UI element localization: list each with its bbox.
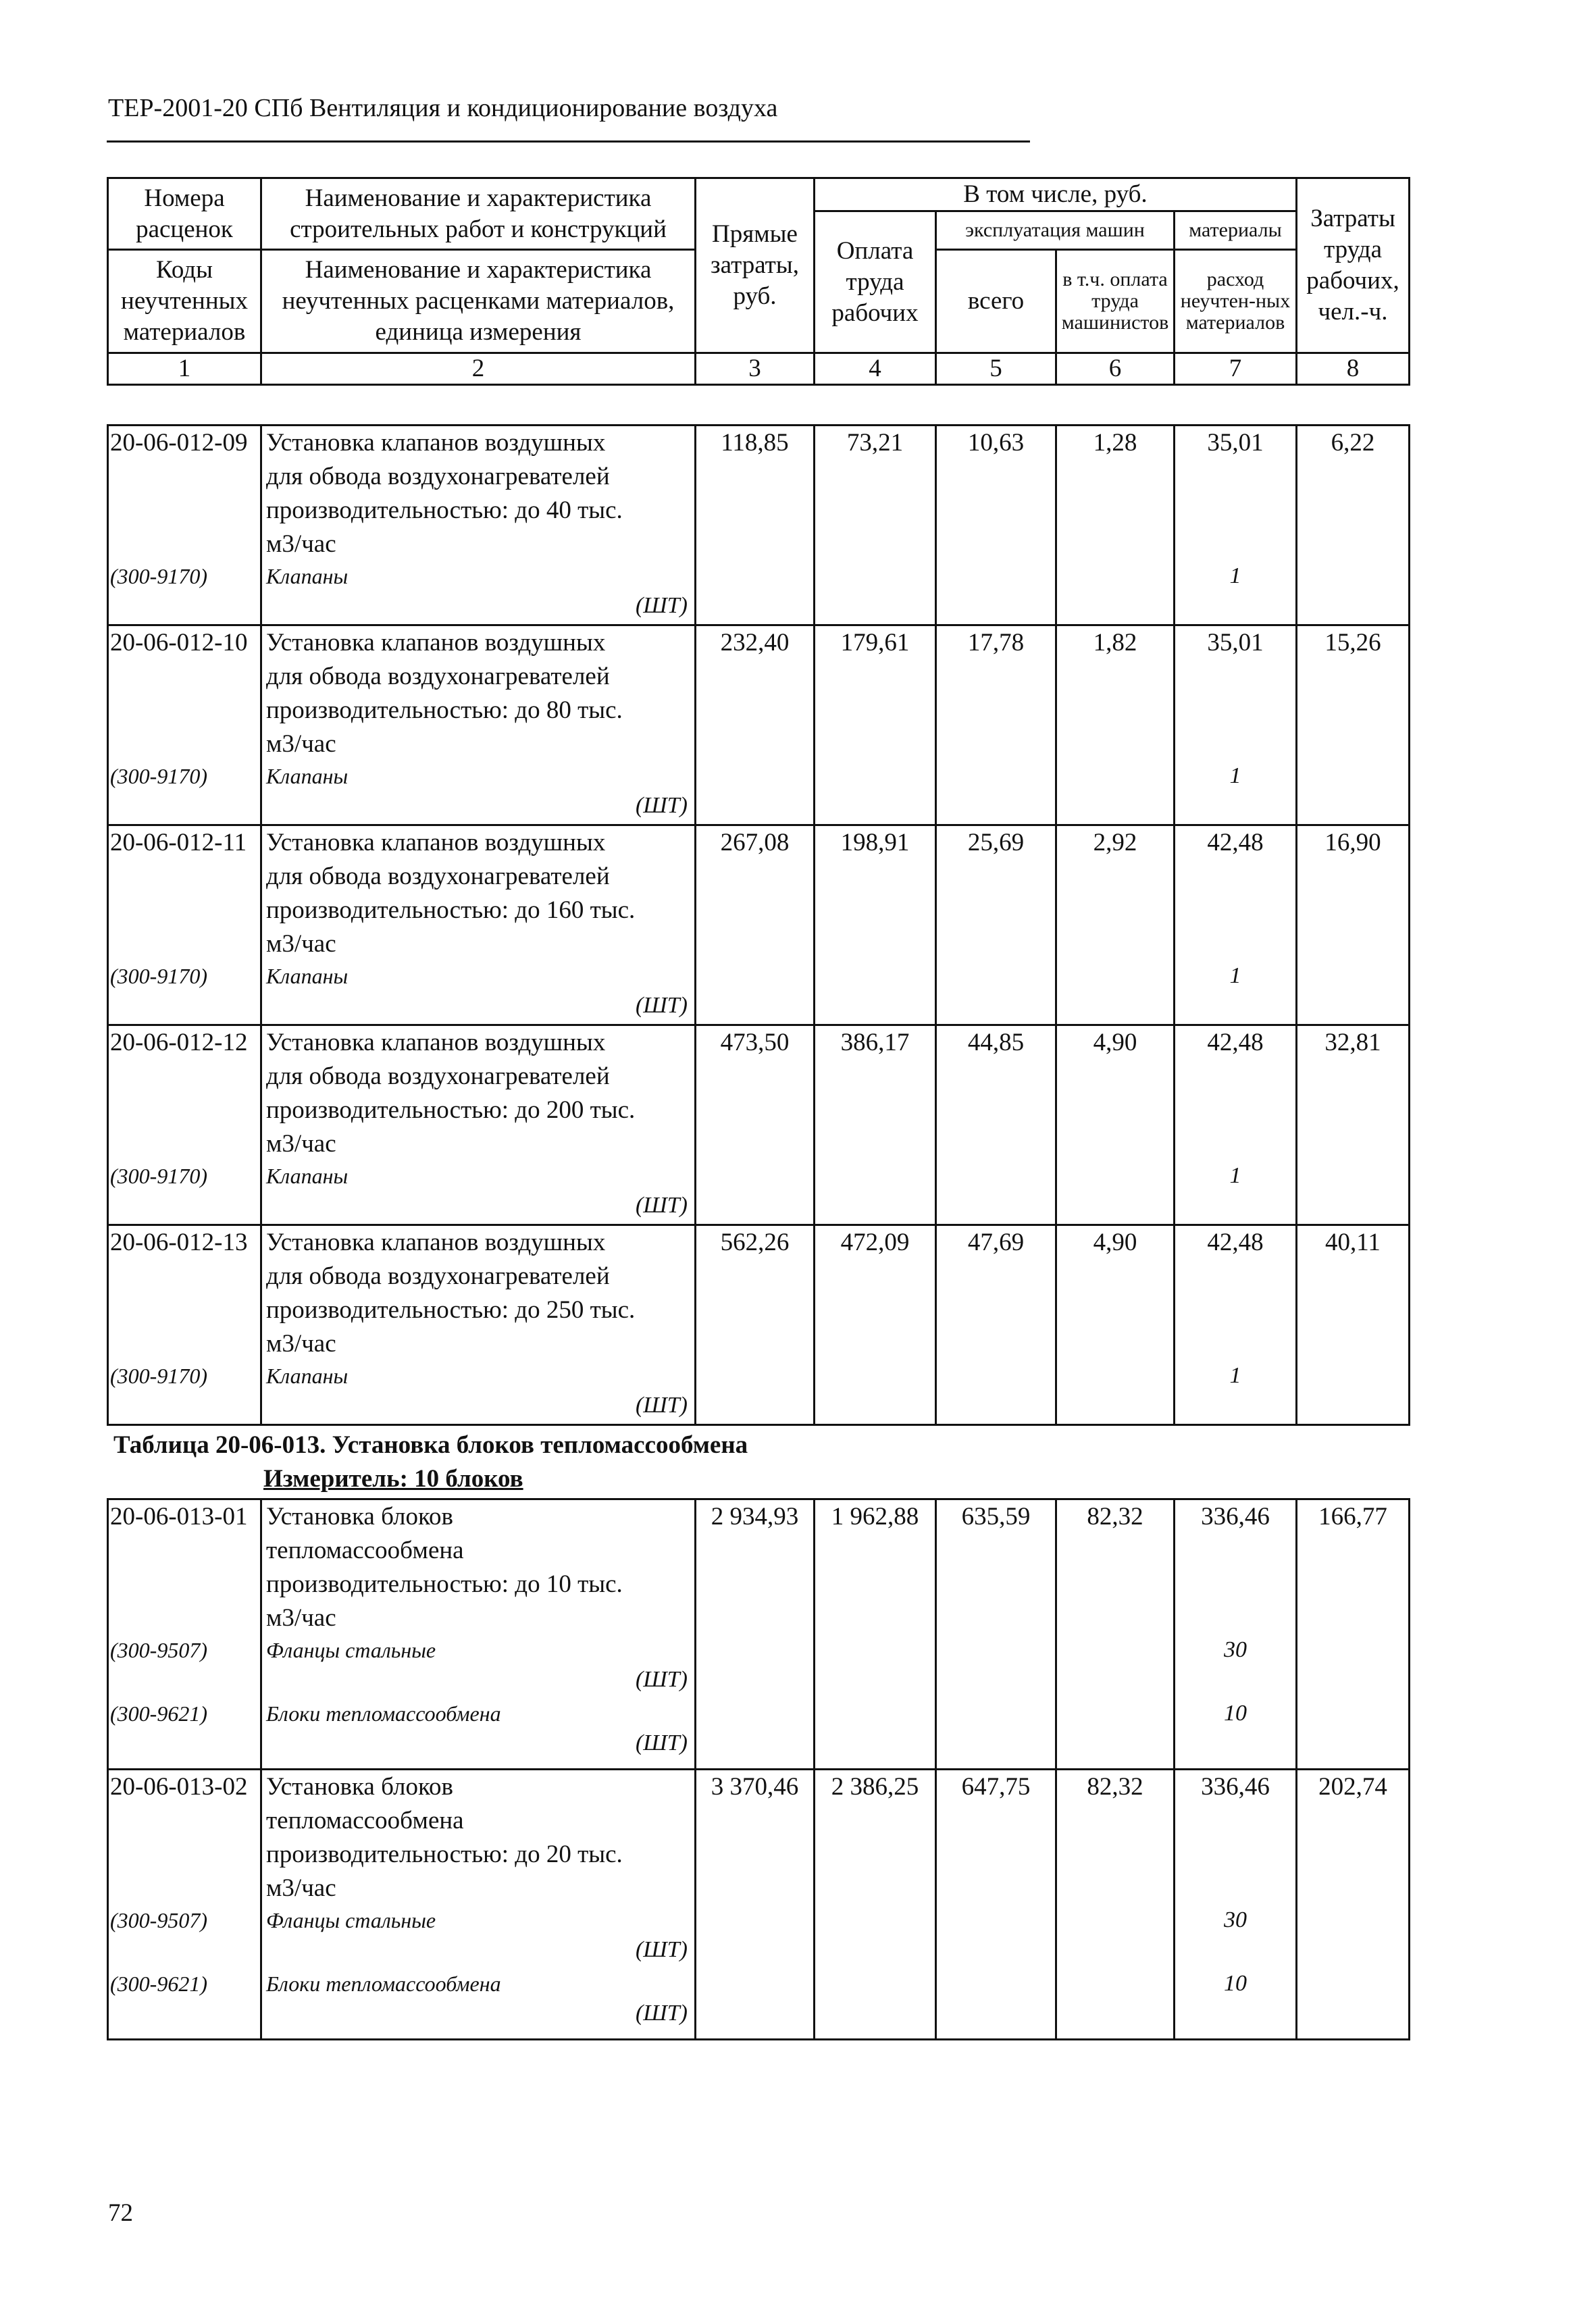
- rate-name-line: тепломассообмена: [266, 1807, 464, 1834]
- rate-code: 20-06-013-02: [110, 1773, 248, 1801]
- materials-value-cell: [1175, 1499, 1297, 1770]
- machines-total-value-cell: [936, 825, 1056, 1025]
- machines-total-value: 25,69: [967, 829, 1025, 856]
- rate-name-line: для обвода воздухонагревателей: [266, 1262, 610, 1290]
- labor-hours-value-cell: [1297, 825, 1410, 1025]
- machines-total-value-cell: [936, 1499, 1056, 1770]
- col-header-direct-costs: Прямые затраты, руб.: [696, 178, 815, 353]
- rate-code-cell: [108, 426, 261, 625]
- rate-name-cell: [261, 1025, 696, 1225]
- rate-code: 20-06-012-12: [110, 1029, 248, 1056]
- column-number: 8: [1297, 353, 1410, 385]
- rate-name-line: м3/час: [266, 1330, 336, 1358]
- material-code: (300-9621): [110, 1972, 207, 1996]
- rate-code-cell: [108, 625, 261, 825]
- worker-pay-value: 2 386,25: [831, 1773, 919, 1801]
- column-number: 1: [108, 353, 261, 385]
- material-quantity: 1: [1229, 963, 1241, 988]
- worker-pay-value: 73,21: [846, 429, 904, 457]
- labor-hours-value-cell: [1297, 625, 1410, 825]
- rate-row: [108, 1499, 1410, 1770]
- column-number: 7: [1175, 353, 1297, 385]
- column-number: 4: [815, 353, 936, 385]
- rate-name-line: производительностью: до 250 тыс.: [266, 1296, 636, 1324]
- labor-hours-value: 32,81: [1324, 1029, 1381, 1056]
- material-name: Фланцы стальные: [266, 1638, 436, 1662]
- labor-hours-value-cell: [1297, 1225, 1410, 1425]
- rate-code-cell: [108, 1499, 261, 1770]
- col-header-machinist-pay: в т.ч. оплата труда машинистов: [1056, 250, 1175, 353]
- column-number-row: [108, 353, 1410, 385]
- col-header-material-names: Наименование и характеристика неучтенных расценками материалов, единица измерения: [261, 250, 696, 353]
- machinist-pay-value-cell: [1056, 426, 1175, 625]
- machines-total-value: 635,59: [961, 1503, 1031, 1531]
- materials-value: 42,48: [1207, 1229, 1264, 1256]
- rates-table-b: [107, 1498, 1410, 2040]
- direct-costs-value-cell: [696, 1499, 815, 1770]
- worker-pay-value: 1 962,88: [831, 1503, 919, 1531]
- worker-pay-value-cell: [815, 825, 936, 1025]
- materials-value: 35,01: [1207, 629, 1264, 657]
- material-name: Фланцы стальные: [266, 1908, 436, 1932]
- machines-total-value-cell: [936, 1770, 1056, 2040]
- machines-total-value: 647,75: [961, 1773, 1031, 1801]
- machinist-pay-value-cell: [1056, 1770, 1175, 2040]
- rate-code-cell: [108, 1025, 261, 1225]
- material-code: (300-9507): [110, 1908, 207, 1932]
- worker-pay-value-cell: [815, 1025, 936, 1225]
- material-name: Клапаны: [266, 1164, 349, 1188]
- rate-name-line: производительностью: до 200 тыс.: [266, 1096, 636, 1124]
- machines-total-value-cell: [936, 625, 1056, 825]
- material-name: Блоки тепломассообмена: [266, 1972, 501, 1996]
- rate-name-line: производительностью: до 10 тыс.: [266, 1570, 623, 1598]
- machinist-pay-value-cell: [1056, 1499, 1175, 1770]
- rate-name-line: м3/час: [266, 1130, 336, 1158]
- rate-name-line: м3/час: [266, 930, 336, 958]
- page-number: 72: [108, 2199, 133, 2227]
- machines-total-value: 47,69: [967, 1229, 1025, 1256]
- direct-costs-value: 473,50: [720, 1029, 790, 1056]
- materials-value-cell: [1175, 625, 1297, 825]
- direct-costs-value-cell: [696, 825, 815, 1025]
- materials-value: 336,46: [1201, 1773, 1270, 1801]
- material-unit: (ШТ): [635, 1193, 688, 1218]
- labor-hours-value: 40,11: [1325, 1229, 1381, 1256]
- machines-total-value-cell: [936, 426, 1056, 625]
- material-unit: (ШТ): [635, 1393, 688, 1418]
- rate-row: [108, 1225, 1410, 1425]
- rate-name-line: для обвода воздухонагревателей: [266, 863, 610, 890]
- machines-total-value: 10,63: [967, 429, 1025, 457]
- col-header-worker-pay: Оплата труда рабочих: [815, 211, 936, 353]
- material-quantity: 10: [1224, 1701, 1247, 1726]
- machinist-pay-value: 82,32: [1087, 1773, 1143, 1801]
- worker-pay-value-cell: [815, 1770, 936, 2040]
- material-name: Клапаны: [266, 564, 349, 588]
- direct-costs-value: 267,08: [720, 829, 790, 856]
- labor-hours-value: 6,22: [1331, 429, 1375, 457]
- rate-code: 20-06-012-11: [110, 829, 247, 856]
- rate-name-line: м3/час: [266, 730, 336, 758]
- materials-value-cell: [1175, 426, 1297, 625]
- direct-costs-value: 3 370,46: [711, 1773, 799, 1801]
- material-code: (300-9170): [110, 964, 207, 988]
- machines-total-value: 44,85: [967, 1029, 1025, 1056]
- rate-name-line: производительностью: до 20 тыс.: [266, 1841, 623, 1868]
- rate-name-line: производительностью: до 40 тыс.: [266, 496, 623, 524]
- machinist-pay-value: 4,90: [1093, 1029, 1137, 1056]
- column-number: 5: [936, 353, 1056, 385]
- rate-name-cell: [261, 625, 696, 825]
- materials-value: 336,46: [1201, 1503, 1270, 1531]
- labor-hours-value-cell: [1297, 426, 1410, 625]
- machinist-pay-value-cell: [1056, 625, 1175, 825]
- rate-row: [108, 426, 1410, 625]
- material-unit: (ШТ): [635, 793, 688, 818]
- rate-name-cell: [261, 1499, 696, 1770]
- rate-name-line: производительностью: до 80 тыс.: [266, 696, 623, 724]
- machines-total-value-cell: [936, 1225, 1056, 1425]
- machinist-pay-value: 4,90: [1093, 1229, 1137, 1256]
- worker-pay-value-cell: [815, 1499, 936, 1770]
- col-header-work-name: Наименование и характеристика строительных работ и конструкций: [261, 178, 696, 250]
- rate-code-cell: [108, 1770, 261, 2040]
- worker-pay-value-cell: [815, 1225, 936, 1425]
- material-quantity: 1: [1229, 1363, 1241, 1388]
- labor-hours-value-cell: [1297, 1770, 1410, 2040]
- labor-hours-value: 16,90: [1324, 829, 1381, 856]
- worker-pay-value: 472,09: [840, 1229, 910, 1256]
- column-number: 2: [261, 353, 696, 385]
- rate-code-cell: [108, 825, 261, 1025]
- materials-value: 35,01: [1207, 429, 1264, 457]
- col-header-machines-total: всего: [936, 250, 1056, 353]
- rate-name-line: производительностью: до 160 тыс.: [266, 896, 636, 924]
- rate-name-line: Установка блоков: [266, 1503, 454, 1531]
- material-name: Клапаны: [266, 1364, 349, 1388]
- document-title: ТЕР-2001-20 СПб Вентиляция и кондиционирование воздуха: [108, 94, 778, 122]
- rate-name-cell: [261, 825, 696, 1025]
- rate-code: 20-06-013-01: [110, 1503, 248, 1531]
- materials-value-cell: [1175, 1770, 1297, 2040]
- material-quantity: 1: [1229, 563, 1241, 588]
- worker-pay-value-cell: [815, 426, 936, 625]
- material-code: (300-9170): [110, 1364, 207, 1388]
- labor-hours-value-cell: [1297, 1499, 1410, 1770]
- labor-hours-value-cell: [1297, 1025, 1410, 1225]
- machinist-pay-value: 2,92: [1093, 829, 1137, 856]
- material-name: Клапаны: [266, 764, 349, 788]
- table-meter: Измеритель: 10 блоков: [263, 1465, 523, 1493]
- machines-total-value: 17,78: [967, 629, 1025, 657]
- rate-row: [108, 625, 1410, 825]
- rate-row: [108, 1025, 1410, 1225]
- worker-pay-value: 198,91: [840, 829, 910, 856]
- col-header-rate-number: Номера расценок: [108, 178, 261, 250]
- materials-value: 42,48: [1207, 1029, 1264, 1056]
- direct-costs-value: 562,26: [720, 1229, 790, 1256]
- material-code: (300-9170): [110, 564, 207, 588]
- material-unit: (ШТ): [635, 593, 688, 618]
- direct-costs-value-cell: [696, 1225, 815, 1425]
- material-name: Блоки тепломассообмена: [266, 1701, 501, 1726]
- materials-value-cell: [1175, 825, 1297, 1025]
- material-name: Клапаны: [266, 964, 349, 988]
- rate-name-line: Установка клапанов воздушных: [266, 429, 606, 457]
- col-header-labor-hours: Затраты труда рабочих, чел.-ч.: [1297, 178, 1410, 353]
- material-quantity: 30: [1224, 1907, 1247, 1932]
- rate-name-line: тепломассообмена: [266, 1537, 464, 1564]
- material-unit: (ШТ): [635, 2001, 688, 2026]
- rate-row: [108, 1770, 1410, 2040]
- material-unit: (ШТ): [635, 1667, 688, 1692]
- rate-name-line: Установка блоков: [266, 1773, 454, 1801]
- column-number: 3: [696, 353, 815, 385]
- col-header-material-codes: Коды неучтенных материалов: [108, 250, 261, 353]
- rate-name-line: Установка клапанов воздушных: [266, 1029, 606, 1056]
- rate-name-line: Установка клапанов воздушных: [266, 629, 606, 657]
- rate-name-line: Установка клапанов воздушных: [266, 1229, 606, 1256]
- machinist-pay-value-cell: [1056, 825, 1175, 1025]
- col-header-machines: эксплуатация машин: [936, 211, 1175, 250]
- material-code: (300-9170): [110, 1164, 207, 1188]
- materials-value: 42,48: [1207, 829, 1264, 856]
- table-caption: Таблица 20-06-013. Установка блоков тепломассообмена: [113, 1431, 748, 1459]
- rate-code: 20-06-012-10: [110, 629, 248, 657]
- rates-table-a: [107, 424, 1410, 1426]
- worker-pay-value-cell: [815, 625, 936, 825]
- column-header-table: [107, 177, 1410, 386]
- material-code: (300-9170): [110, 764, 207, 788]
- direct-costs-value: 2 934,93: [711, 1503, 799, 1531]
- machinist-pay-value: 1,82: [1093, 629, 1137, 657]
- rate-name-line: для обвода воздухонагревателей: [266, 663, 610, 690]
- col-header-material-consumption: расход неучтен-ных материалов: [1175, 250, 1297, 353]
- materials-value-cell: [1175, 1025, 1297, 1225]
- rate-name-line: м3/час: [266, 1604, 336, 1632]
- direct-costs-value-cell: [696, 1025, 815, 1225]
- col-header-group: В том числе, руб.: [815, 178, 1297, 211]
- direct-costs-value: 232,40: [720, 629, 790, 657]
- direct-costs-value-cell: [696, 1770, 815, 2040]
- rate-name-line: для обвода воздухонагревателей: [266, 1062, 610, 1090]
- worker-pay-value: 179,61: [840, 629, 910, 657]
- rate-name-line: м3/час: [266, 530, 336, 558]
- material-unit: (ШТ): [635, 1730, 688, 1755]
- rate-name-cell: [261, 426, 696, 625]
- rate-name-cell: [261, 1770, 696, 2040]
- material-unit: (ШТ): [635, 993, 688, 1018]
- rate-code-cell: [108, 1225, 261, 1425]
- rate-code: 20-06-012-09: [110, 429, 248, 457]
- rate-name-line: для обвода воздухонагревателей: [266, 463, 610, 490]
- labor-hours-value: 202,74: [1318, 1773, 1387, 1801]
- direct-costs-value: 118,85: [721, 429, 789, 457]
- machinist-pay-value-cell: [1056, 1225, 1175, 1425]
- rate-name-cell: [261, 1225, 696, 1425]
- rate-code: 20-06-012-13: [110, 1229, 248, 1256]
- machines-total-value-cell: [936, 1025, 1056, 1225]
- materials-value-cell: [1175, 1225, 1297, 1425]
- material-code: (300-9621): [110, 1701, 207, 1726]
- title-rule: [107, 140, 1030, 143]
- rate-name-line: м3/час: [266, 1874, 336, 1902]
- material-quantity: 1: [1229, 1163, 1241, 1188]
- column-number: 6: [1056, 353, 1175, 385]
- material-code: (300-9507): [110, 1638, 207, 1662]
- material-quantity: 1: [1229, 763, 1241, 788]
- material-quantity: 30: [1224, 1637, 1247, 1662]
- direct-costs-value-cell: [696, 426, 815, 625]
- material-unit: (ШТ): [635, 1937, 688, 1962]
- labor-hours-value: 15,26: [1324, 629, 1381, 657]
- labor-hours-value: 166,77: [1318, 1503, 1387, 1531]
- col-header-materials: материалы: [1175, 211, 1297, 250]
- machinist-pay-value: 82,32: [1087, 1503, 1143, 1531]
- worker-pay-value: 386,17: [840, 1029, 910, 1056]
- rate-name-line: Установка клапанов воздушных: [266, 829, 606, 856]
- direct-costs-value-cell: [696, 625, 815, 825]
- material-quantity: 10: [1224, 1971, 1247, 1996]
- machinist-pay-value-cell: [1056, 1025, 1175, 1225]
- machinist-pay-value: 1,28: [1093, 429, 1137, 457]
- rate-row: [108, 825, 1410, 1025]
